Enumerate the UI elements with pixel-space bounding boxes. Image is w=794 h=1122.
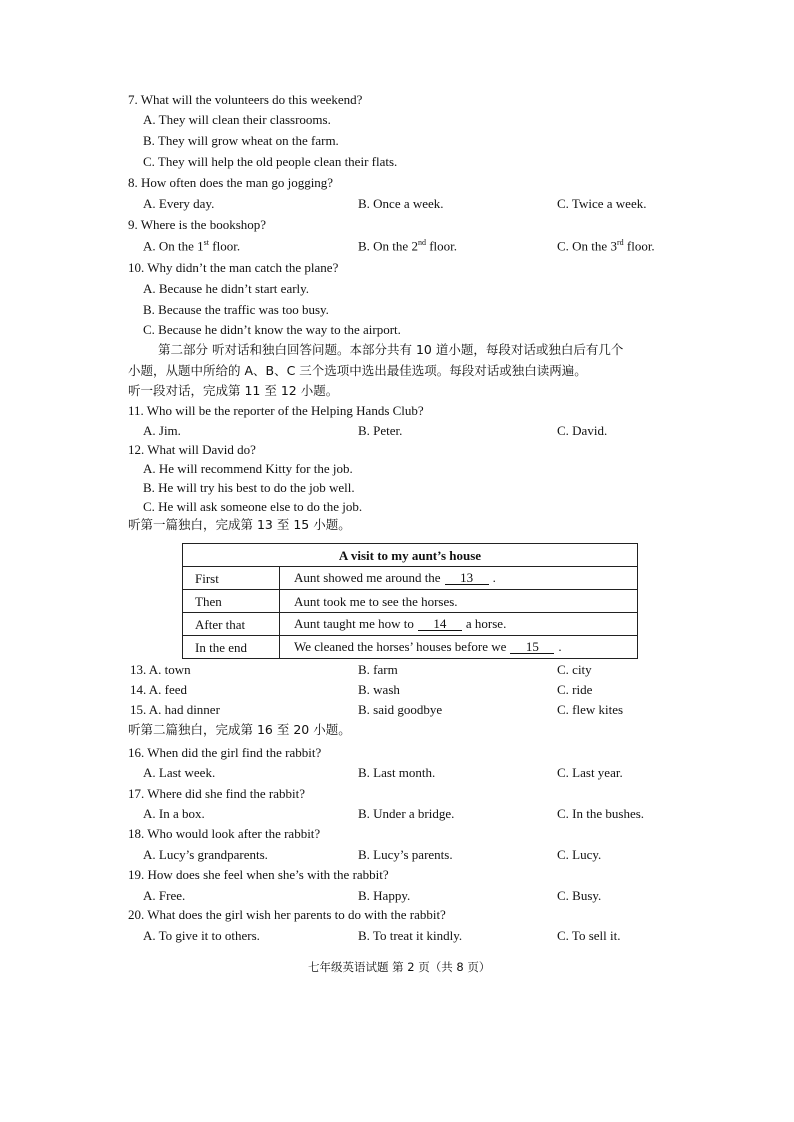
question-19-stem: 19. How does she feel when she’s with the rabbit? [128, 867, 389, 882]
question-19-option-a: A. Free. [143, 888, 186, 903]
question-15-option-c: C. flew kites [557, 702, 624, 717]
answer-blank-13: 13 [445, 571, 489, 585]
question-16-option-a: A. Last week. [143, 765, 216, 780]
question-20-option-b: B. To treat it kindly. [358, 928, 463, 943]
question-18-option-c: C. Lucy. [557, 847, 602, 862]
question-7-option-a: A. They will clean their classrooms. [143, 112, 331, 127]
question-14-option-a: 14. A. feed [130, 682, 188, 697]
question-16-option-b: B. Last month. [358, 765, 436, 780]
question-9-stem: 9. Where is the bookshop? [128, 217, 267, 232]
question-10-option-a: A. Because he didn’t start early. [143, 281, 310, 296]
question-15-option-b: B. said goodbye [358, 702, 443, 717]
question-7-option-c: C. They will help the old people clean their flats. [143, 154, 398, 169]
table-row-text: Aunt taught me how to 14 a horse. [280, 613, 638, 636]
question-11-option-c: C. David. [557, 423, 608, 438]
table-row-label: Then [183, 590, 280, 613]
monologue-2-intro: 听第二篇独白，完成第 16 至 20 小题。 [128, 722, 351, 737]
question-20-option-c: C. To sell it. [557, 928, 621, 943]
question-19-option-c: C. Busy. [557, 888, 602, 903]
table-row-text: Aunt showed me around the 13 . [280, 567, 638, 590]
question-17-option-c: C. In the bushes. [557, 806, 645, 821]
question-13-option-c: C. city [557, 662, 592, 677]
question-18-stem: 18. Who would look after the rabbit? [128, 826, 321, 841]
question-8-option-a: A. Every day. [143, 196, 215, 211]
question-17-option-a: A. In a box. [143, 806, 205, 821]
question-10-option-c: C. Because he didn’t know the way to the airport. [143, 322, 401, 337]
question-18-option-b: B. Lucy’s parents. [358, 847, 453, 862]
table-row-label: In the end [183, 636, 280, 659]
question-8-option-c: C. Twice a week. [557, 196, 647, 211]
question-11-stem: 11. Who will be the reporter of the Helping Hands Club? [128, 403, 424, 418]
question-19-option-b: B. Happy. [358, 888, 411, 903]
table-row [183, 567, 638, 590]
question-12-option-b: B. He will try his best to do the job well. [143, 480, 355, 495]
question-16-option-c: C. Last year. [557, 765, 623, 780]
question-10-option-b: B. Because the traffic was too busy. [143, 302, 329, 317]
question-9-option-b: B. On the 2nd floor. [358, 238, 458, 254]
question-8-stem: 8. How often does the man go jogging? [128, 175, 334, 190]
question-17-option-b: B. Under a bridge. [358, 806, 455, 821]
visit-table-header-row [183, 544, 638, 567]
page-footer: 七年级英语试题 第 2 页（共 8 页） [308, 960, 491, 974]
answer-blank-15: 15 [510, 640, 554, 654]
question-7-stem: 7. What will the volunteers do this weekend? [128, 92, 363, 107]
question-10-stem: 10. Why didn’t the man catch the plane? [128, 260, 339, 275]
table-row-text: We cleaned the horses’ houses before we 15 . [280, 636, 638, 659]
question-16-stem: 16. When did the girl find the rabbit? [128, 745, 322, 760]
question-14-option-c: C. ride [557, 682, 593, 697]
question-7-option-b: B. They will grow wheat on the farm. [143, 133, 339, 148]
question-11-option-a: A. Jim. [143, 423, 181, 438]
question-13-option-b: B. farm [358, 662, 398, 677]
question-12-option-c: C. He will ask someone else to do the job. [143, 499, 363, 514]
question-12-option-a: A. He will recommend Kitty for the job. [143, 461, 353, 476]
visit-table [182, 543, 638, 659]
table-row [183, 590, 638, 613]
table-row [183, 636, 638, 659]
answer-blank-14: 14 [418, 617, 462, 631]
table-row-label: First [183, 567, 280, 590]
question-13-option-a: 13. A. town [130, 662, 191, 677]
part-2-instructions-line-1: 第二部分 听对话和独白回答问题。本部分共有 10 道小题，每段对话或独白后有几个 [158, 342, 624, 357]
visit-table-title: A visit to my aunt’s house [183, 544, 638, 567]
question-8-option-b: B. Once a week. [358, 196, 444, 211]
question-9-option-c: C. On the 3rd floor. [557, 238, 655, 254]
question-18-option-a: A. Lucy’s grandparents. [143, 847, 268, 862]
table-row [183, 613, 638, 636]
monologue-1-intro: 听第一篇独白，完成第 13 至 15 小题。 [128, 517, 351, 532]
question-20-stem: 20. What does the girl wish her parents to do with the rabbit? [128, 907, 446, 922]
table-row-label: After that [183, 613, 280, 636]
table-row-text: Aunt took me to see the horses. [280, 590, 638, 613]
part-2-instructions-line-2: 小题，从题中所给的 A、B、C 三个选项中选出最佳选项。每段对话或独白读两遍。 [128, 363, 587, 378]
dialog-intro: 听一段对话，完成第 11 至 12 小题。 [128, 383, 339, 398]
question-20-option-a: A. To give it to others. [143, 928, 260, 943]
question-9-option-a: A. On the 1st floor. [143, 238, 241, 254]
question-14-option-b: B. wash [358, 682, 400, 697]
question-12-stem: 12. What will David do? [128, 442, 256, 457]
question-11-option-b: B. Peter. [358, 423, 403, 438]
question-15-option-a: 15. A. had dinner [130, 702, 220, 717]
question-17-stem: 17. Where did she find the rabbit? [128, 786, 306, 801]
